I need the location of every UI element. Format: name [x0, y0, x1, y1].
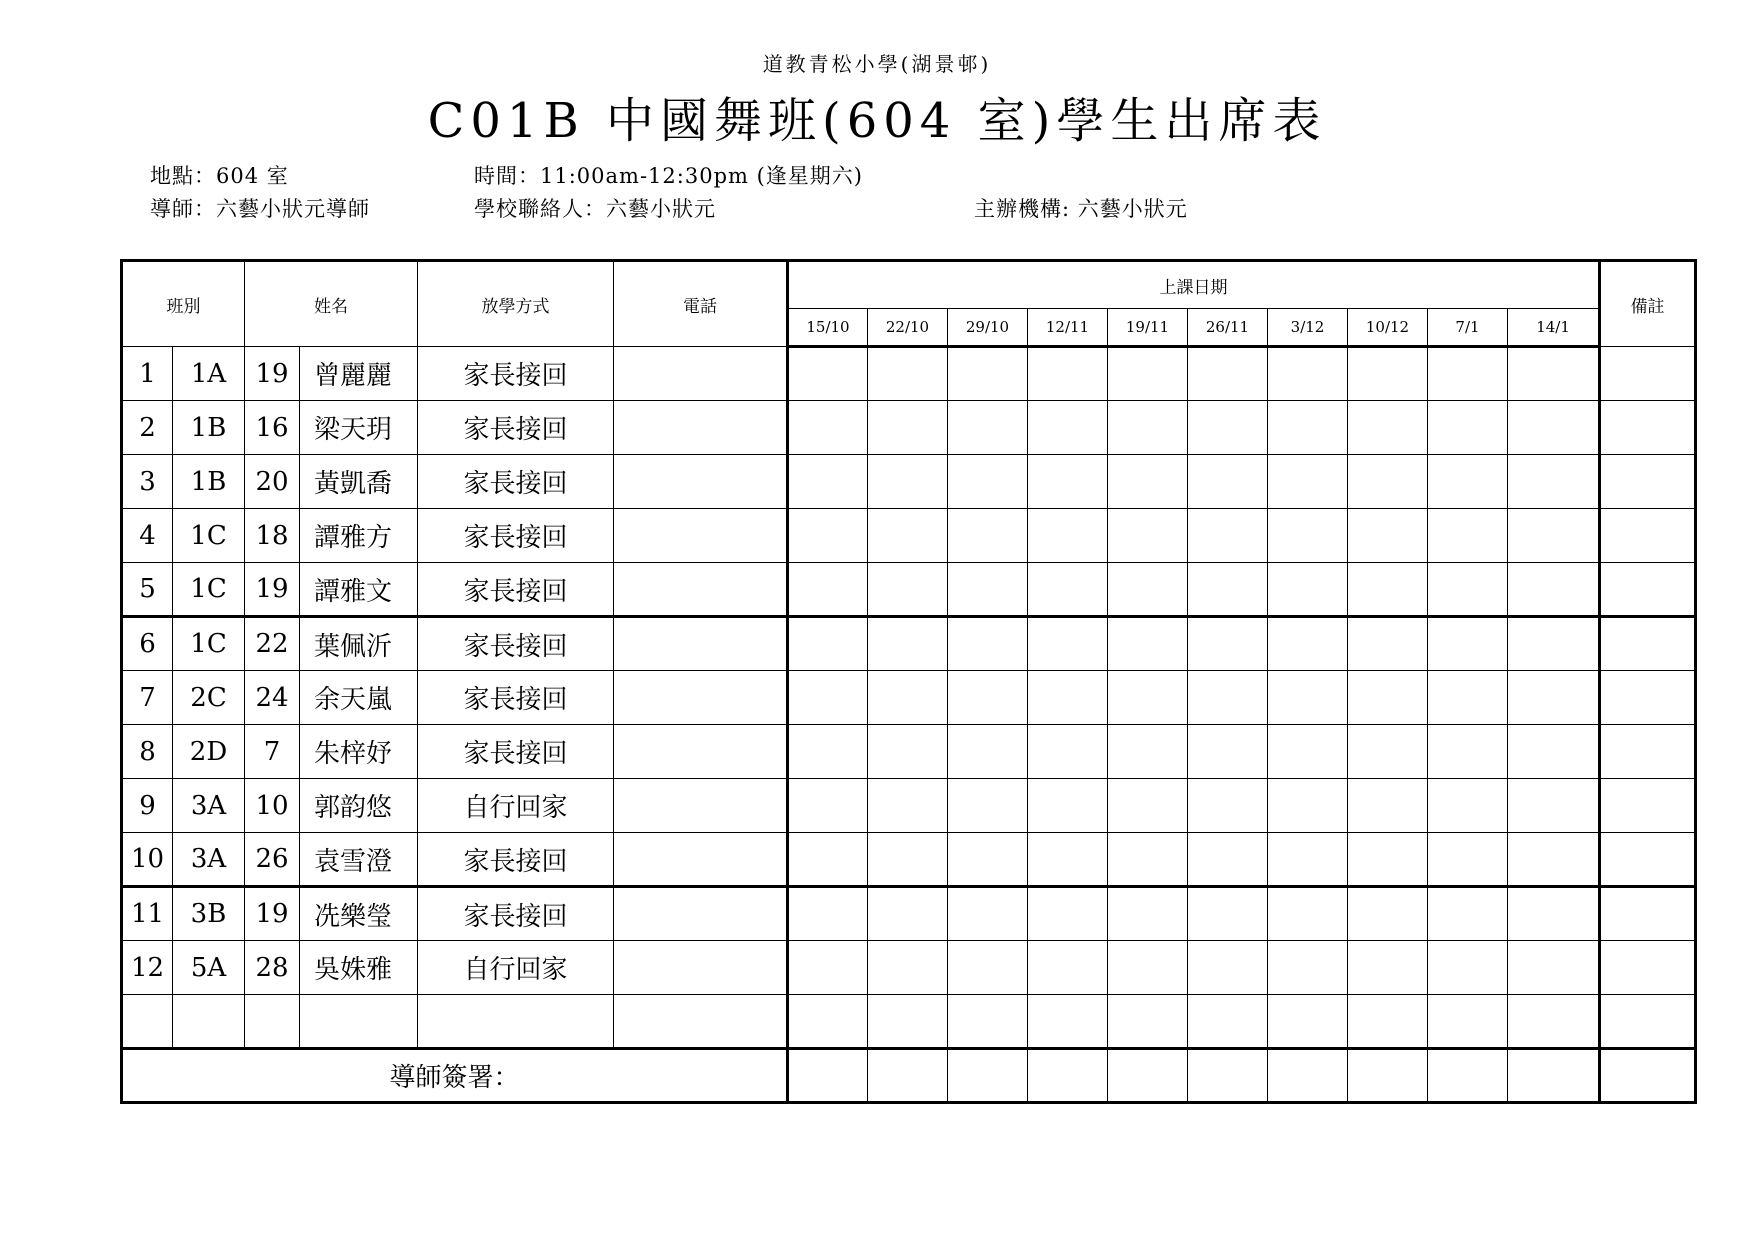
attendance-cell[interactable] [1188, 617, 1268, 671]
student-class: 2D [173, 725, 245, 779]
attendance-cell[interactable] [1508, 779, 1600, 833]
phone-cell[interactable] [614, 833, 788, 887]
phone-cell[interactable] [614, 347, 788, 401]
table-row [122, 401, 1696, 455]
attendance-cell[interactable] [1508, 1049, 1600, 1103]
attendance-cell[interactable] [1028, 347, 1108, 401]
class-number: 22 [245, 617, 300, 671]
attendance-cell[interactable] [1508, 725, 1600, 779]
student-class: 3A [173, 779, 245, 833]
attendance-cell[interactable] [1188, 779, 1268, 833]
attendance-cell[interactable] [1348, 401, 1428, 455]
row-number: 5 [122, 563, 173, 617]
table-row [122, 941, 1696, 995]
date-header: 10/12 [1348, 309, 1428, 347]
attendance-cell[interactable] [1428, 995, 1508, 1049]
student-class: 3B [173, 887, 245, 941]
leave-method: 家長接回 [418, 887, 614, 941]
attendance-cell[interactable] [1188, 833, 1268, 887]
attendance-cell[interactable] [1188, 347, 1268, 401]
phone-cell[interactable] [614, 455, 788, 509]
class-number: 19 [245, 887, 300, 941]
attendance-cell[interactable] [948, 833, 1028, 887]
attendance-cell[interactable] [948, 347, 1028, 401]
attendance-cell[interactable] [1028, 725, 1108, 779]
class-number: 19 [245, 563, 300, 617]
student-name: 葉佩沂 [300, 617, 418, 671]
remarks-cell[interactable] [1600, 1049, 1696, 1103]
leave-method: 家長接回 [418, 455, 614, 509]
attendance-cell[interactable] [788, 617, 868, 671]
attendance-cell[interactable] [1108, 617, 1188, 671]
attendance-cell[interactable] [868, 617, 948, 671]
attendance-cell[interactable] [1188, 1049, 1268, 1103]
table-row [122, 455, 1696, 509]
student-class: 3A [173, 833, 245, 887]
attendance-cell[interactable] [1428, 617, 1508, 671]
attendance-cell[interactable] [1188, 563, 1268, 617]
table-row [122, 833, 1696, 887]
attendance-cell[interactable] [1028, 671, 1108, 725]
attendance-cell[interactable] [1508, 347, 1600, 401]
phone-cell[interactable] [614, 725, 788, 779]
signature-row [122, 1049, 1696, 1103]
header-remarks: 備註 [1600, 261, 1696, 347]
student-name: 朱梓妤 [300, 725, 418, 779]
attendance-cell[interactable] [1508, 617, 1600, 671]
attendance-cell[interactable] [868, 941, 948, 995]
class-number: 28 [245, 941, 300, 995]
attendance-cell[interactable] [1028, 887, 1108, 941]
attendance-cell[interactable] [1028, 995, 1108, 1049]
table-row [122, 887, 1696, 941]
date-header: 22/10 [868, 309, 948, 347]
leave-method: 自行回家 [418, 779, 614, 833]
attendance-cell[interactable] [868, 1049, 948, 1103]
class-number: 10 [245, 779, 300, 833]
attendance-cell[interactable] [1268, 509, 1348, 563]
student-class: 1A [173, 347, 245, 401]
attendance-cell[interactable] [788, 1049, 868, 1103]
attendance-cell[interactable] [1188, 455, 1268, 509]
attendance-cell[interactable] [948, 617, 1028, 671]
attendance-cell[interactable] [868, 995, 948, 1049]
attendance-cell[interactable] [1348, 347, 1428, 401]
attendance-cell[interactable] [1348, 833, 1428, 887]
attendance-cell[interactable] [868, 455, 948, 509]
student-name: 梁天玥 [300, 401, 418, 455]
date-header: 12/11 [1028, 309, 1108, 347]
attendance-cell[interactable] [1508, 671, 1600, 725]
phone-cell[interactable] [614, 509, 788, 563]
organizer-info: 主辦機構: 六藝小狀元 [974, 197, 1188, 221]
student-name: 譚雅方 [300, 509, 418, 563]
attendance-cell[interactable] [948, 671, 1028, 725]
attendance-cell[interactable] [1428, 671, 1508, 725]
student-class: 1B [173, 401, 245, 455]
row-number: 4 [122, 509, 173, 563]
attendance-cell[interactable] [1268, 401, 1348, 455]
student-class [173, 995, 245, 1049]
student-class: 5A [173, 941, 245, 995]
student-name: 郭韵悠 [300, 779, 418, 833]
row-number: 1 [122, 347, 173, 401]
leave-method: 家長接回 [418, 671, 614, 725]
remarks-cell[interactable] [1600, 563, 1696, 617]
phone-cell[interactable] [614, 887, 788, 941]
attendance-cell[interactable] [1188, 401, 1268, 455]
student-name: 袁雪澄 [300, 833, 418, 887]
attendance-cell[interactable] [1428, 887, 1508, 941]
table-row [122, 617, 1696, 671]
attendance-cell[interactable] [1108, 833, 1188, 887]
attendance-cell[interactable] [1348, 617, 1428, 671]
attendance-cell[interactable] [1268, 995, 1348, 1049]
attendance-cell[interactable] [868, 401, 948, 455]
leave-method: 家長接回 [418, 401, 614, 455]
attendance-cell[interactable] [1028, 509, 1108, 563]
header-leave-method: 放學方式 [418, 261, 614, 347]
attendance-cell[interactable] [868, 779, 948, 833]
attendance-cell[interactable] [1028, 1049, 1108, 1103]
attendance-cell[interactable] [1108, 995, 1188, 1049]
header-class: 班別 [122, 261, 245, 347]
attendance-cell[interactable] [1508, 455, 1600, 509]
attendance-cell[interactable] [1348, 779, 1428, 833]
attendance-cell[interactable] [1268, 617, 1348, 671]
student-name: 冼樂瑩 [300, 887, 418, 941]
phone-cell[interactable] [614, 779, 788, 833]
remarks-cell[interactable] [1600, 617, 1696, 671]
attendance-cell[interactable] [1028, 455, 1108, 509]
attendance-cell[interactable] [1348, 995, 1428, 1049]
leave-method: 家長接回 [418, 509, 614, 563]
student-name: 余天嵐 [300, 671, 418, 725]
attendance-cell[interactable] [788, 347, 868, 401]
class-number [245, 995, 300, 1049]
attendance-cell[interactable] [1108, 347, 1188, 401]
student-class: 1C [173, 617, 245, 671]
table-row [122, 563, 1696, 617]
class-number: 18 [245, 509, 300, 563]
attendance-cell[interactable] [1028, 833, 1108, 887]
remarks-cell[interactable] [1600, 671, 1696, 725]
row-number: 9 [122, 779, 173, 833]
attendance-cell[interactable] [1268, 887, 1348, 941]
contact-info: 學校聯絡人：六藝小狀元 [474, 197, 716, 221]
tutor-signature[interactable]: 導師簽署： [122, 1049, 788, 1103]
student-name [300, 995, 418, 1049]
attendance-cell[interactable] [948, 455, 1028, 509]
attendance-cell[interactable] [1108, 455, 1188, 509]
attendance-cell[interactable] [1108, 1049, 1188, 1103]
date-header: 19/11 [1108, 309, 1188, 347]
attendance-cell[interactable] [1108, 509, 1188, 563]
remarks-cell[interactable] [1600, 509, 1696, 563]
student-name: 吳姝雅 [300, 941, 418, 995]
table-row [122, 509, 1696, 563]
leave-method: 家長接回 [418, 725, 614, 779]
attendance-cell[interactable] [1188, 509, 1268, 563]
remarks-cell[interactable] [1600, 455, 1696, 509]
location-info: 地點：604 室 [150, 164, 289, 188]
phone-cell[interactable] [614, 995, 788, 1049]
attendance-cell[interactable] [948, 509, 1028, 563]
remarks-cell[interactable] [1600, 833, 1696, 887]
row-number [122, 995, 173, 1049]
attendance-cell[interactable] [948, 779, 1028, 833]
attendance-cell[interactable] [948, 1049, 1028, 1103]
attendance-cell[interactable] [948, 563, 1028, 617]
row-number: 11 [122, 887, 173, 941]
class-number: 7 [245, 725, 300, 779]
remarks-cell[interactable] [1600, 725, 1696, 779]
attendance-cell[interactable] [1268, 725, 1348, 779]
attendance-cell[interactable] [1028, 779, 1108, 833]
attendance-cell[interactable] [1348, 509, 1428, 563]
row-number: 8 [122, 725, 173, 779]
attendance-cell[interactable] [1108, 779, 1188, 833]
table-row [122, 995, 1696, 1049]
student-class: 1C [173, 563, 245, 617]
attendance-cell[interactable] [788, 995, 868, 1049]
leave-method: 家長接回 [418, 347, 614, 401]
attendance-cell[interactable] [1348, 671, 1428, 725]
student-class: 1C [173, 509, 245, 563]
attendance-cell[interactable] [948, 725, 1028, 779]
attendance-cell[interactable] [1108, 671, 1188, 725]
attendance-cell[interactable] [1508, 563, 1600, 617]
phone-cell[interactable] [614, 941, 788, 995]
attendance-cell[interactable] [1188, 671, 1268, 725]
attendance-cell[interactable] [788, 887, 868, 941]
date-header: 14/1 [1508, 309, 1600, 347]
student-name: 曾麗麗 [300, 347, 418, 401]
attendance-cell[interactable] [1188, 725, 1268, 779]
attendance-cell[interactable] [948, 401, 1028, 455]
remarks-cell[interactable] [1600, 779, 1696, 833]
attendance-cell[interactable] [1188, 887, 1268, 941]
attendance-cell[interactable] [1348, 455, 1428, 509]
leave-method: 自行回家 [418, 941, 614, 995]
attendance-cell[interactable] [948, 887, 1028, 941]
school-name: 道教青松小學(湖景邨) [762, 52, 992, 76]
attendance-cell[interactable] [788, 833, 868, 887]
attendance-cell[interactable] [1268, 671, 1348, 725]
attendance-cell[interactable] [1508, 941, 1600, 995]
attendance-cell[interactable] [788, 401, 868, 455]
attendance-cell[interactable] [788, 509, 868, 563]
row-number: 10 [122, 833, 173, 887]
attendance-cell[interactable] [868, 833, 948, 887]
remarks-cell[interactable] [1600, 401, 1696, 455]
phone-cell[interactable] [614, 671, 788, 725]
attendance-cell[interactable] [1348, 941, 1428, 995]
attendance-cell[interactable] [868, 563, 948, 617]
attendance-cell[interactable] [1428, 941, 1508, 995]
attendance-cell[interactable] [788, 563, 868, 617]
date-header: 7/1 [1428, 309, 1508, 347]
attendance-cell[interactable] [1028, 617, 1108, 671]
class-number: 26 [245, 833, 300, 887]
date-header: 3/12 [1268, 309, 1348, 347]
page-title: C01B 中國舞班(604 室)學生出席表 [427, 93, 1327, 149]
attendance-cell[interactable] [1028, 563, 1108, 617]
attendance-cell[interactable] [1188, 995, 1268, 1049]
phone-cell[interactable] [614, 563, 788, 617]
attendance-cell[interactable] [1428, 725, 1508, 779]
student-name: 黃凱喬 [300, 455, 418, 509]
phone-cell[interactable] [614, 401, 788, 455]
attendance-cell[interactable] [1348, 887, 1428, 941]
attendance-cell[interactable] [868, 347, 948, 401]
remarks-cell[interactable] [1600, 887, 1696, 941]
attendance-cell[interactable] [868, 725, 948, 779]
attendance-cell[interactable] [1508, 833, 1600, 887]
table-row [122, 671, 1696, 725]
attendance-cell[interactable] [1108, 941, 1188, 995]
table-row [122, 725, 1696, 779]
attendance-cell[interactable] [1268, 1049, 1348, 1103]
attendance-cell[interactable] [1348, 725, 1428, 779]
attendance-cell[interactable] [948, 941, 1028, 995]
phone-cell[interactable] [614, 617, 788, 671]
attendance-cell[interactable] [1428, 563, 1508, 617]
attendance-cell[interactable] [1428, 347, 1508, 401]
attendance-cell[interactable] [1108, 887, 1188, 941]
attendance-cell[interactable] [868, 509, 948, 563]
row-number: 6 [122, 617, 173, 671]
table-row [122, 779, 1696, 833]
attendance-cell[interactable] [1188, 941, 1268, 995]
header-class-dates: 上課日期 [788, 261, 1600, 309]
attendance-cell[interactable] [788, 671, 868, 725]
attendance-cell[interactable] [1428, 455, 1508, 509]
attendance-cell[interactable] [1508, 995, 1600, 1049]
class-number: 16 [245, 401, 300, 455]
attendance-cell[interactable] [868, 671, 948, 725]
attendance-cell[interactable] [788, 455, 868, 509]
row-number: 3 [122, 455, 173, 509]
remarks-cell[interactable] [1600, 995, 1696, 1049]
remarks-cell[interactable] [1600, 941, 1696, 995]
attendance-cell[interactable] [788, 725, 868, 779]
table-row [122, 347, 1696, 401]
remarks-cell[interactable] [1600, 347, 1696, 401]
header-phone: 電話 [614, 261, 788, 347]
attendance-cell[interactable] [1268, 779, 1348, 833]
header-name: 姓名 [245, 261, 418, 347]
attendance-cell[interactable] [1108, 401, 1188, 455]
attendance-cell[interactable] [788, 941, 868, 995]
class-number: 20 [245, 455, 300, 509]
student-name: 譚雅文 [300, 563, 418, 617]
attendance-cell[interactable] [948, 995, 1028, 1049]
tutor-info: 導師：六藝小狀元導師 [150, 197, 370, 221]
attendance-cell[interactable] [868, 887, 948, 941]
class-number: 19 [245, 347, 300, 401]
attendance-cell[interactable] [1428, 401, 1508, 455]
class-number: 24 [245, 671, 300, 725]
attendance-cell[interactable] [1268, 347, 1348, 401]
attendance-cell[interactable] [1108, 563, 1188, 617]
attendance-cell[interactable] [1508, 401, 1600, 455]
attendance-cell[interactable] [1268, 833, 1348, 887]
leave-method: 家長接回 [418, 563, 614, 617]
attendance-cell[interactable] [1428, 779, 1508, 833]
attendance-cell[interactable] [788, 779, 868, 833]
date-header: 26/11 [1188, 309, 1268, 347]
row-number: 12 [122, 941, 173, 995]
attendance-cell[interactable] [1268, 563, 1348, 617]
leave-method: 家長接回 [418, 833, 614, 887]
date-header: 29/10 [948, 309, 1028, 347]
attendance-cell[interactable] [1508, 509, 1600, 563]
row-number: 2 [122, 401, 173, 455]
attendance-cell[interactable] [1508, 887, 1600, 941]
attendance-cell[interactable] [1028, 401, 1108, 455]
time-info: 時間：11:00am-12:30pm (逢星期六) [474, 164, 863, 188]
attendance-cell[interactable] [1348, 1049, 1428, 1103]
date-header: 15/10 [788, 309, 868, 347]
attendance-cell[interactable] [1428, 509, 1508, 563]
leave-method: 家長接回 [418, 617, 614, 671]
student-class: 1B [173, 455, 245, 509]
attendance-table [120, 259, 1697, 1104]
leave-method [418, 995, 614, 1049]
attendance-cell[interactable] [1428, 833, 1508, 887]
row-number: 7 [122, 671, 173, 725]
attendance-cell[interactable] [1268, 941, 1348, 995]
student-class: 2C [173, 671, 245, 725]
attendance-cell[interactable] [1268, 455, 1348, 509]
attendance-cell[interactable] [1348, 563, 1428, 617]
attendance-cell[interactable] [1108, 725, 1188, 779]
attendance-cell[interactable] [1028, 941, 1108, 995]
attendance-cell[interactable] [1428, 1049, 1508, 1103]
